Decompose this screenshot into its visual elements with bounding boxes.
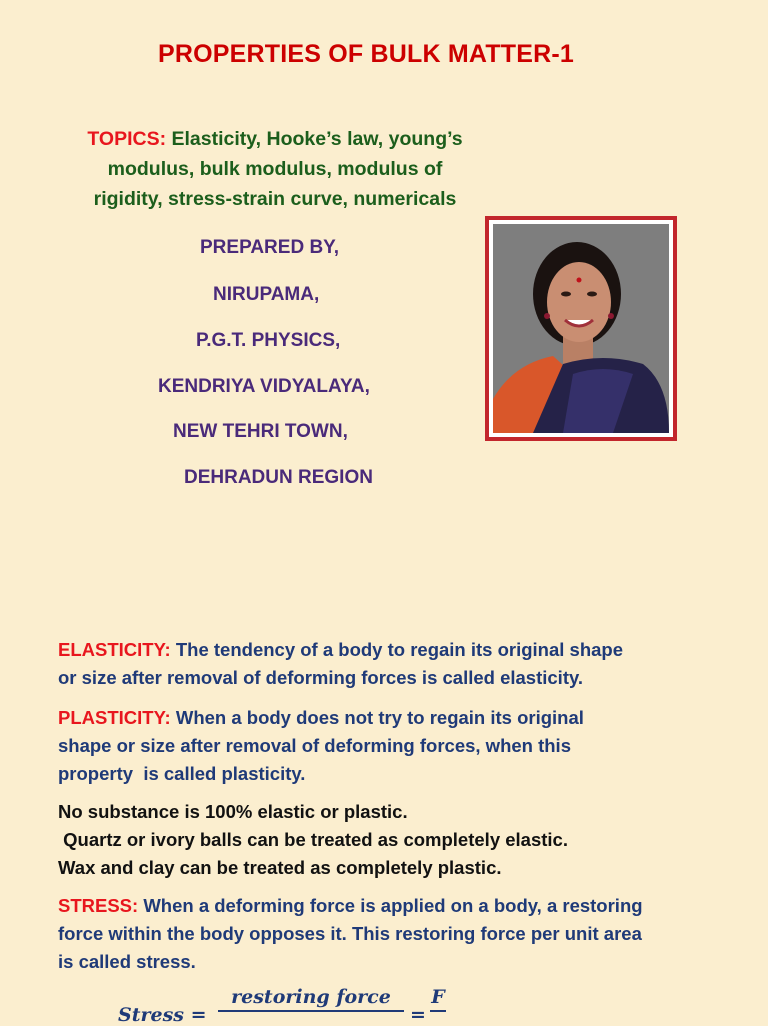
stress-label: STRESS: bbox=[58, 895, 139, 916]
elasticity-label: ELASTICITY: bbox=[58, 639, 171, 660]
stress-text-1: When a deforming force is applied on a body, a restoring bbox=[143, 895, 643, 916]
topics-line-2: modulus, bulk modulus, modulus of bbox=[107, 158, 443, 180]
author-photo bbox=[493, 224, 669, 433]
plasticity-label: PLASTICITY: bbox=[58, 707, 171, 728]
formula-stress-word: Stress bbox=[118, 1004, 184, 1026]
plasticity-line-2: shape or size after removal of deforming forces, when this bbox=[58, 735, 571, 756]
author-designation: P.G.T. PHYSICS, bbox=[196, 330, 341, 351]
author-school: KENDRIYA VIDYALAYA, bbox=[158, 376, 370, 397]
formula-force-symbol: F bbox=[431, 986, 445, 1008]
plasticity-line-1 bbox=[58, 704, 738, 732]
author-town: NEW TEHRI TOWN, bbox=[173, 421, 348, 442]
stress-line-2: force within the body opposes it. This restoring force per unit area bbox=[58, 923, 642, 944]
topics-text-1: Elasticity, Hooke’s law, young’s bbox=[171, 128, 463, 150]
topics-block bbox=[40, 124, 510, 214]
stress-definition bbox=[58, 892, 738, 976]
plasticity-line-3: property is called plasticity. bbox=[58, 763, 306, 784]
stress-line-1 bbox=[58, 892, 738, 920]
stress-line-3: is called stress. bbox=[58, 951, 196, 972]
stress-formula-lhs bbox=[118, 1004, 207, 1026]
elasticity-line-2: or size after removal of deforming forces is called elasticity. bbox=[58, 667, 584, 688]
formula-equals-1: = bbox=[190, 1004, 207, 1026]
plasticity-text-1: When a body does not try to regain its original bbox=[175, 707, 584, 728]
elasticity-text-1: The tendency of a body to regain its original shape bbox=[175, 639, 624, 660]
author-photo-frame bbox=[485, 216, 677, 441]
topics-line-1 bbox=[40, 124, 510, 154]
topics-line-3: rigidity, stress-strain curve, numericals bbox=[93, 188, 457, 210]
page-title: PROPERTIES OF BULK MATTER-1 bbox=[157, 40, 575, 68]
author-name: NIRUPAMA, bbox=[213, 284, 320, 305]
plasticity-definition bbox=[58, 704, 738, 788]
notes-line-3: Wax and clay can be treated as completely plastic. bbox=[58, 857, 502, 878]
topics-label: TOPICS: bbox=[87, 128, 167, 150]
prepared-by-line: PREPARED BY, bbox=[200, 237, 340, 258]
notes-line-1: No substance is 100% elastic or plastic. bbox=[58, 801, 408, 822]
author-portrait-illustration bbox=[493, 224, 669, 433]
elasticity-line-1 bbox=[58, 636, 738, 664]
author-photo-mat bbox=[489, 220, 673, 437]
formula-numerator: restoring force bbox=[231, 986, 391, 1008]
formula-fraction-bar bbox=[218, 1010, 404, 1012]
elastic-plastic-notes bbox=[58, 798, 738, 882]
formula-equals-2: = bbox=[410, 1004, 426, 1026]
author-region: DEHRADUN REGION bbox=[184, 467, 373, 488]
elasticity-definition bbox=[58, 636, 738, 692]
notes-line-2: Quartz or ivory balls can be treated as completely elastic. bbox=[58, 829, 568, 850]
stress-formula-rhs bbox=[430, 986, 446, 1012]
formula-rhs-bar bbox=[430, 1010, 446, 1012]
stress-formula-fraction bbox=[218, 986, 404, 1012]
